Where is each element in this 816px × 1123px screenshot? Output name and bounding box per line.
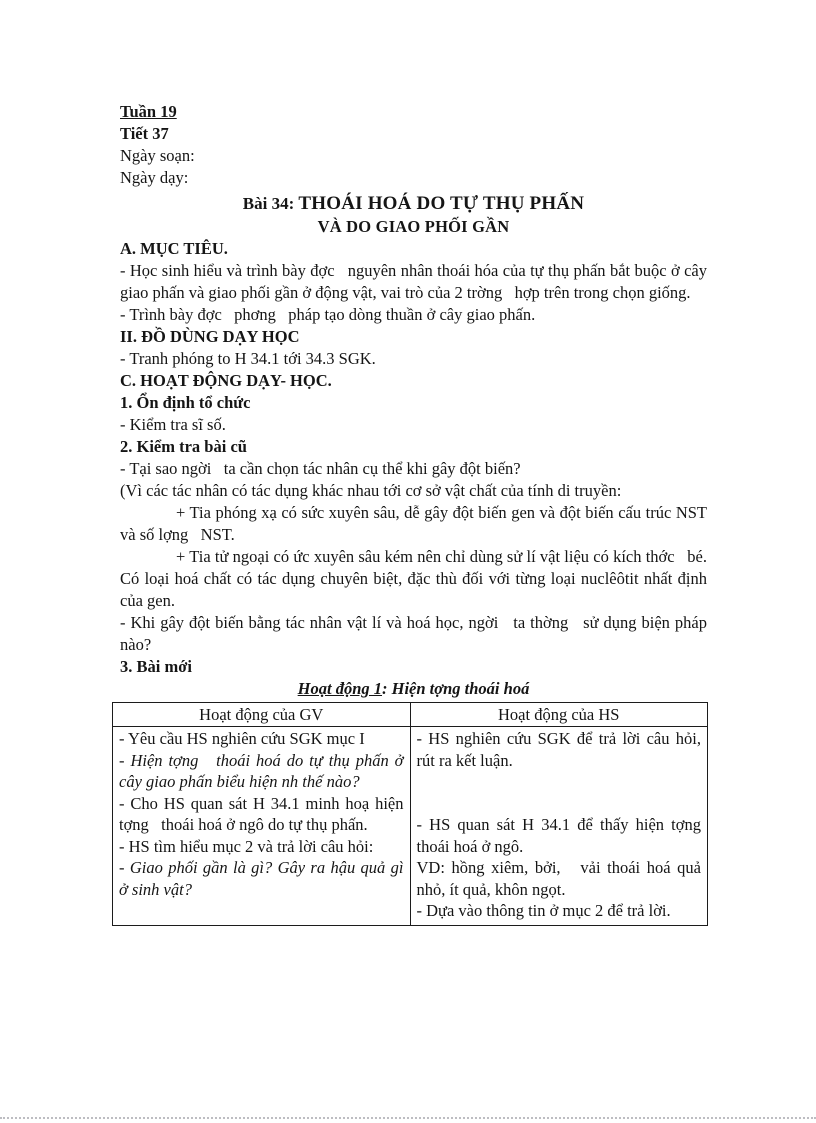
hs-paragraph-2: - HS quan sát H 34.1 để thấy hiện tợng thoái hoá ở ngô. [416, 815, 714, 856]
hs-cell [410, 727, 714, 926]
activity-1-label: Hoạt động 1 [297, 679, 383, 698]
review-answer-intro: (Vì các tác nhân có tác dụng khác nhau tới cơ sở vật chất của tính di truyền: [120, 481, 622, 500]
activity-1-heading [120, 678, 707, 700]
hs-paragraph-4: - Dựa vào thông tin ở mục 2 để trả lời. [416, 901, 671, 920]
subsection-3-heading: 3. Bài mới [120, 657, 192, 676]
hs-column-header: Hoạt động của HS [410, 703, 708, 727]
objectives-heading: A. MỤC TIÊU. [120, 239, 228, 258]
objective-item-1: - Học sinh hiểu và trình bày đợc nguyên nhân thoái hóa của tự thụ phấn bắt buộc ở cây giao phấn và giao phối gần ở động vật, vai trò của 2 trờng hợp trên trong chọn giống. [120, 261, 712, 302]
gv-cell [113, 727, 411, 926]
week-label: Tuần 19 [120, 102, 177, 121]
gv-paragraph-5: - Giao phối gần là gì? Gây ra hậu quả gì ở sinh vật? [119, 858, 408, 899]
attendance-item: - Kiểm tra sĩ số. [120, 415, 226, 434]
review-question-2: - Khi gây đột biến bằng tác nhân vật lí và hoá học, ngời ta thờng sử dụng biện pháp nào? [120, 613, 712, 654]
lesson-title-line1 [120, 192, 707, 215]
subsection-2-heading: 2. Kiểm tra bài cũ [120, 437, 247, 456]
gv-paragraph-4: - HS tìm hiểu mục 2 và trả lời câu hỏi: [119, 836, 374, 856]
document-body [119, 101, 714, 926]
process-heading: C. HOẠT ĐỘNG DẠY- HỌC. [120, 371, 332, 390]
activities-table [112, 702, 714, 926]
lesson-title [120, 192, 707, 238]
table-header-row [113, 703, 708, 727]
period-label: Tiết 37 [120, 124, 169, 143]
date-prepared-label: Ngày soạn: [120, 146, 195, 165]
review-question-1: - Tại sao ngời ta cần chọn tác nhân cụ thể khi gây đột biến? [120, 459, 521, 478]
page-bottom-dotted-line [0, 1117, 816, 1119]
review-answer-point-1: + Tia phóng xạ có sức xuyên sâu, dễ gây đột biến gen và đột biến cấu trúc NST và số lợng NST. [120, 503, 712, 544]
lesson-title-text1: THOÁI HOÁ DO TỰ THỤ PHẤN [298, 193, 585, 214]
hs-paragraph-3: VD: hồng xiêm, bởi, vải thoái hoá quả nhỏ, ít quả, khôn ngọt. [416, 858, 706, 899]
objective-item-2: - Trình bày đợc phơng pháp tạo dòng thuần ở cây giao phấn. [120, 305, 536, 324]
table-row [113, 727, 708, 926]
gv-column-header: Hoạt động của GV [113, 703, 411, 727]
materials-heading: II. ĐỒ DÙNG DẠY HỌC [120, 327, 300, 346]
gv-paragraph-3: - Cho HS quan sát H 34.1 minh hoạ hiện tợng thoái hoá ở ngô do tự thụ phấn. [119, 793, 408, 834]
date-taught-label: Ngày dạy: [120, 168, 189, 187]
lesson-title-line2: VÀ DO GIAO PHỐI GẦN [317, 217, 510, 236]
review-answer-point-2: + Tia tử ngoại có ức xuyên sâu kém nên chỉ dùng sử lí vật liệu có kích thớc bé. Có loại hoá chất có tác dụng chuyên biệt, đặc thù đối với từng loại nuclêôtit nhất định của gen. [120, 547, 712, 610]
lesson-title-prefix: Bài 34: [242, 194, 295, 213]
activity-1-title: : Hiện tợng thoái hoá [382, 679, 530, 698]
hs-paragraph-1: - HS nghiên cứu SGK để trả lời câu hỏi, rút ra kết luận. [416, 729, 706, 770]
material-item-1: - Tranh phóng to H 34.1 tới 34.3 SGK. [120, 349, 376, 368]
subsection-1-heading: 1. Ổn định tổ chức [120, 393, 251, 412]
gv-paragraph-1: - Yêu cầu HS nghiên cứu SGK mục I [119, 729, 365, 748]
hs-cell-spacer [417, 771, 702, 814]
gv-paragraph-2: - Hiện tợng thoái hoá do tự thụ phấn ở cây giao phấn biểu hiện nh thế nào? [119, 750, 408, 791]
